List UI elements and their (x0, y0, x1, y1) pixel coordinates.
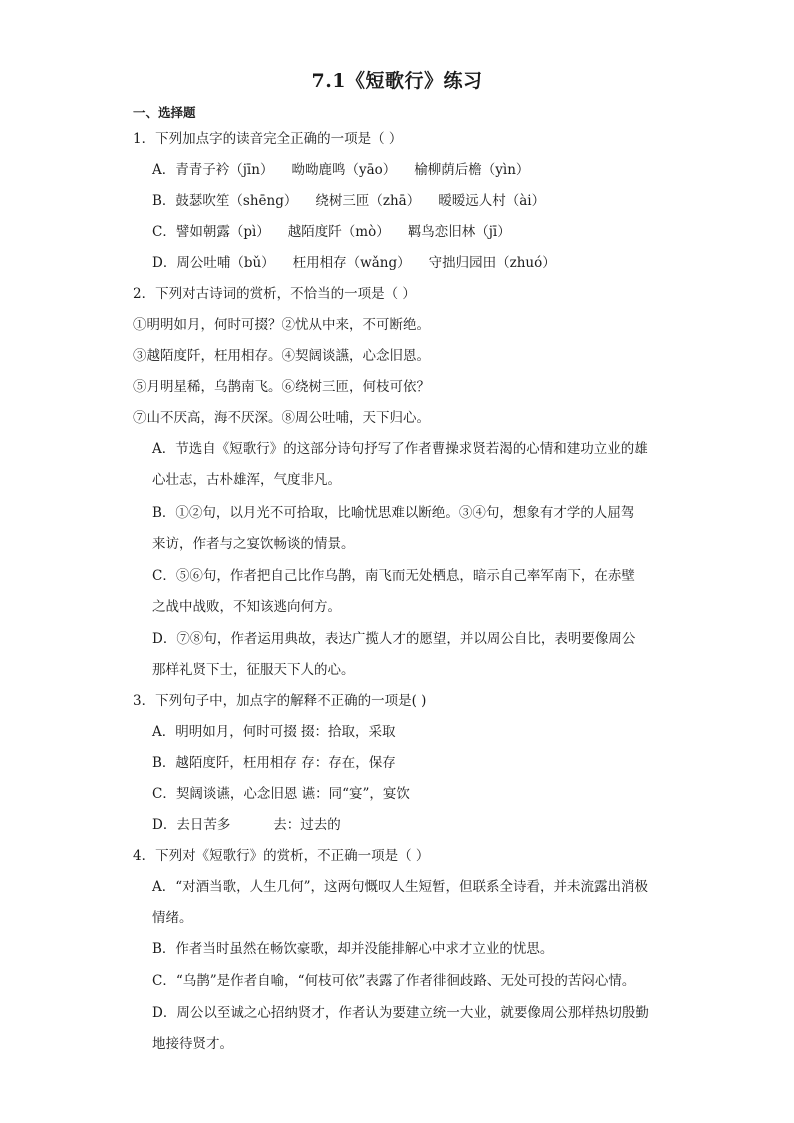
question-2-option-d: D．⑦⑧句，作者运用典故，表达广揽人才的愿望，并以周公自比，表明要像周公 (152, 631, 636, 647)
question-2-option-a: A．节选自《短歌行》的这部分诗句抒写了作者曹操求贤若渴的心情和建功立业的雄 (152, 441, 648, 457)
question-1-option-a (152, 161, 529, 179)
option-phrase: 榆柳荫后檐（yìn） (414, 162, 530, 178)
question-1-option-d (152, 254, 556, 272)
question-4-option-a: A．“对酒当歌，人生几何”，这两句慨叹人生短暂，但联系全诗看，并未流露出消极 (152, 879, 649, 895)
option-phrase: 枉用相存（wǎng） (292, 255, 411, 271)
question-4-option-d: D．周公以至诚之心招纳贤才，作者认为要建立统一大业，就要像周公那样热切殷勤 (152, 1005, 649, 1021)
question-4-option-a-cont: 情绪。 (152, 910, 193, 926)
question-3-option-d: D．去日苦多 去：过去的 (152, 817, 341, 833)
option-phrase: 暧暧远人村（ài） (438, 193, 546, 209)
option-phrase: 呦呦鹿鸣（yāo） (291, 162, 397, 178)
question-2-option-b: B．①②句，以月光不可拾取，比喻忧思难以断绝。③④句，想象有才学的人屈驾 (152, 505, 635, 521)
question-2-option-b-cont: 来访，作者与之宴饮畅谈的情景。 (152, 536, 355, 552)
section-heading: 一、选择题 (133, 105, 196, 120)
question-4-option-d-cont: 地接待贤才。 (152, 1036, 233, 1052)
question-4-option-b: B．作者当时虽然在畅饮豪歌，却并没能排解心中求才立业的忧思。 (152, 941, 554, 957)
question-4-stem: 4．下列对《短歌行》的赏析，不正确一项是（ ） (133, 848, 430, 864)
question-3-option-c: C．契阔谈䜩，心念旧恩 䜩：同“宴”，宴饮 (152, 786, 410, 802)
question-2-option-a-cont: 心壮志，古朴雄浑，气度非凡。 (152, 472, 341, 488)
option-phrase: 守拙归园田（zhuó） (428, 255, 556, 271)
option-phrase: B．鼓瑟吹笙（shēng） (152, 193, 298, 209)
question-3-option-a: A．明明如月，何时可掇 掇：拾取，采取 (152, 724, 396, 740)
question-4-option-c: C．“乌鹊”是作者自喻，“何枝可依”表露了作者徘徊歧路、无处可投的苦闷心情。 (152, 973, 636, 989)
question-1-option-b (152, 192, 545, 210)
question-2-stem: 2．下列对古诗词的赏析，不恰当的一项是（ ） (133, 286, 416, 302)
question-3-option-b: B．越陌度阡，枉用相存 存：存在，保存 (152, 755, 396, 771)
option-phrase: A．青青子衿（jīn） (152, 162, 274, 178)
question-1-stem: 1．下列加点字的读音完全正确的一项是（ ） (133, 131, 403, 147)
poem-line: ③越陌度阡，枉用相存。④契阔谈讌，心念旧恩。 (133, 348, 430, 364)
poem-line: ⑤月明星稀，乌鹊南飞。⑥绕树三匝，何枝可依？ (133, 379, 430, 395)
question-2-option-c: C．⑤⑥句，作者把自己比作乌鹊，南飞而无处栖息，暗示自己率军南下，在赤壁 (152, 568, 635, 584)
poem-line: ①明明如月，何时可掇？②忧从中来，不可断绝。 (133, 317, 430, 333)
poem-line: ⑦山不厌高，海不厌深。⑧周公吐哺，天下归心。 (133, 410, 430, 426)
page-title: 7.1《短歌行》练习 (311, 70, 483, 92)
question-1-option-c (152, 223, 511, 241)
question-2-option-c-cont: 之战中战败，不知该逃向何方。 (152, 599, 341, 615)
option-phrase: C．譬如朝露（pì） (152, 224, 270, 240)
option-phrase: 绕树三匝（zhā） (315, 193, 421, 209)
question-3-stem: 3．下列句子中，加点字的解释不正确的一项是( ) (133, 693, 427, 709)
option-phrase: 越陌度阡（mò） (287, 224, 390, 240)
question-2-option-d-cont: 那样礼贤下士，征服天下人的心。 (152, 662, 355, 678)
option-phrase: 羁鸟恋旧林（jī） (407, 224, 511, 240)
option-phrase: D．周公吐哺（bǔ） (152, 255, 275, 271)
